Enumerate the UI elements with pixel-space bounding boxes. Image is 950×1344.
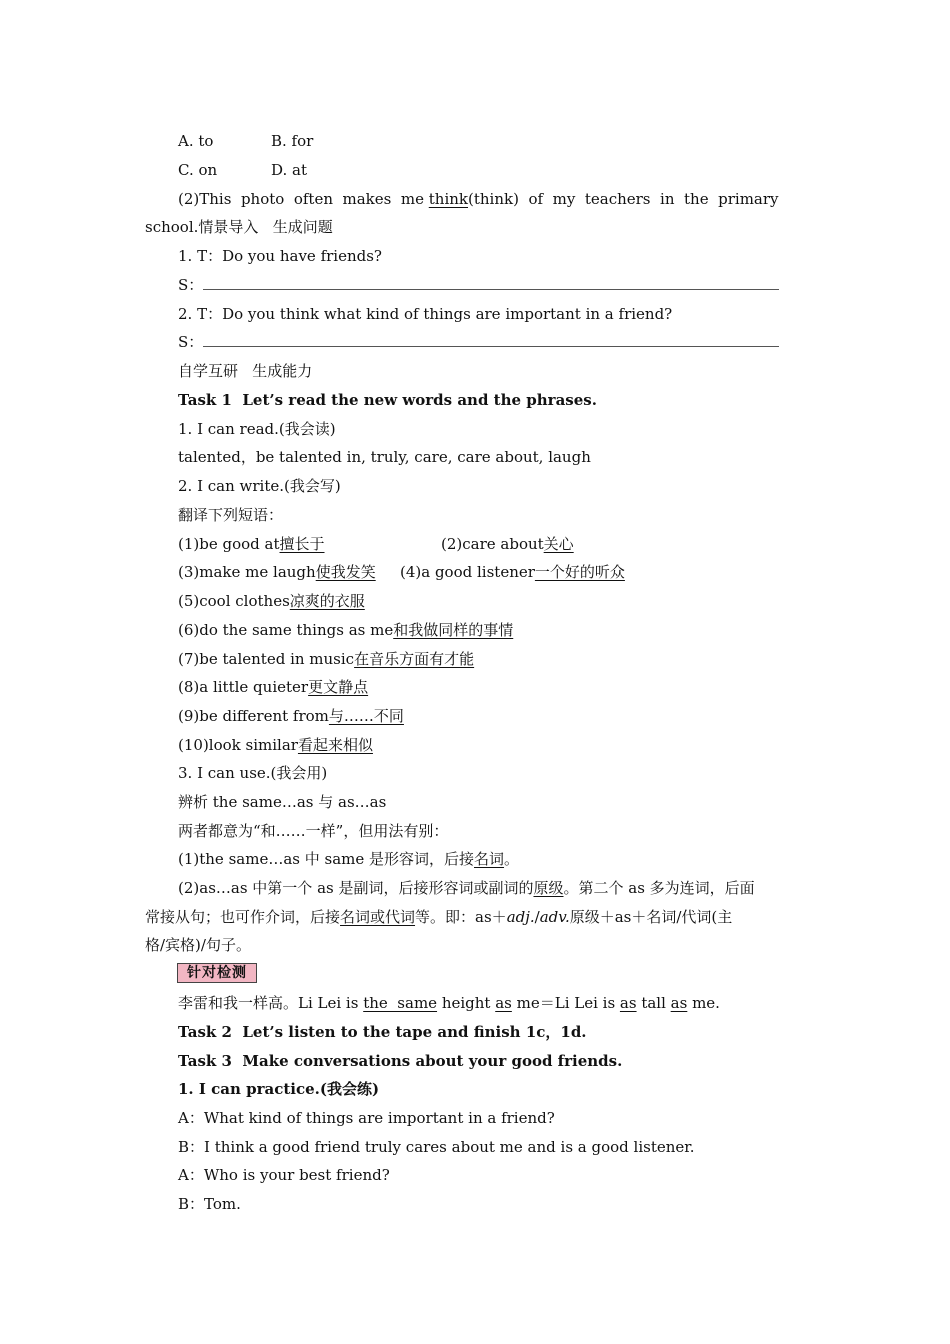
task-2-title: Task 2 Let’s listen to the tape and finish 1c，1d. [178,1023,587,1041]
answer-blank-1 [203,275,779,290]
phrase-3: (3)make me laugh [178,563,316,581]
check-sentence [178,993,720,1013]
phrase-2: (2)care about [441,535,544,553]
note-1-text: (1)the same…as 中 same 是形容词，后接 [178,850,475,868]
phrase-3-answer: 使我发笑 [315,563,376,581]
dialog-line-3: A：Who is your best friend? [178,1166,390,1184]
note-2-text-post: 。第二个 as 多为连词，后面 [563,879,755,897]
note-2-line-3: 格/宾格)/句子。 [145,936,251,954]
note-2-l2-post: 等。即：as＋ [415,908,507,926]
intro-question-2: 2. T：Do you think what kind of things are important in a friend? [178,305,673,323]
note-1-end: 。 [504,850,520,868]
check-answer-2: as [495,994,512,1012]
phrase-2-answer: 关心 [543,535,574,553]
student-label: S： [178,333,204,351]
question-2-line-1 [178,189,779,209]
note-2-l2-tail: 原级＋as＋名词/代词(主 [569,908,733,926]
analysis-title: 辨析 the same…as 与 as…as [178,793,387,811]
check-answer-1: the same [363,994,438,1012]
phrase-row-7 [178,649,474,669]
note-1 [178,849,519,869]
phrase-6: (6)do the same things as me [178,621,394,639]
option-b: B. for [271,132,314,150]
note-2-answer: 原级 [533,879,564,897]
phrase-row-4 [400,562,625,582]
dialog-line-1: A：What kind of things are important in a friend? [178,1109,555,1127]
phrase-9-answer: 与……不同 [328,707,404,725]
option-a: A. to [178,132,214,150]
phrase-7-answer: 在音乐方面有才能 [354,650,475,668]
phrase-6-answer: 和我做同样的事情 [393,621,514,639]
check-text-2: height [437,994,496,1012]
phrase-row-10 [178,735,373,755]
phrase-row-8 [178,677,368,697]
phrase-10-answer: 看起来相似 [297,736,373,754]
check-answer-3: as [619,994,637,1012]
analysis-intro: 两者都意为“和……一样”，但用法有别： [178,822,449,840]
option-c: C. on [178,161,218,179]
options-row-2 [178,160,307,180]
answer-blank-2 [203,332,779,347]
q2-text-post: (think) of my teachers in the primary [468,190,779,208]
adj-abbr: adj. [506,908,535,926]
check-text-end: me. [687,994,720,1012]
phrase-9: (9)be different from [178,707,329,725]
phrase-1: (1)be good at [178,535,280,553]
read-words: talented，be talented in, truly, care, care about, laugh [178,448,591,466]
phrase-5: (5)cool clothes [178,592,290,610]
option-d: D. at [271,161,307,179]
q2-text: (2)This photo often makes me [178,190,429,208]
note-1-answer: 名词 [474,850,505,868]
phrase-row-5 [178,591,365,611]
intro-answer-2 [178,332,779,352]
phrase-row-1 [178,534,325,554]
phrase-5-answer: 凉爽的衣服 [289,592,365,610]
dialog-line-4: B：Tom. [178,1195,241,1213]
note-2-l2-text: 常接从句；也可作介词，后接 [145,908,341,926]
read-label: 1. I can read.(我会读) [178,420,336,438]
check-badge: 针对检测 [177,963,257,983]
task-3-title: Task 3 Make conversations about your good friends. [178,1052,623,1070]
use-label: 3. I can use.(我会用) [178,764,328,782]
phrase-1-answer: 擅长于 [279,535,325,553]
student-label: S： [178,276,204,294]
phrase-row-6 [178,620,513,640]
q2-answer: think [428,190,469,208]
phrase-7: (7)be talented in music [178,650,355,668]
options-row-1 [178,131,313,151]
phrase-8: (8)a little quieter [178,678,309,696]
write-label: 2. I can write.(我会写) [178,477,341,495]
check-text: 李雷和我一样高。Li Lei is [178,994,364,1012]
practice-label: 1. I can practice.(我会练) [178,1080,380,1098]
phrase-row-2 [441,534,574,554]
adv-abbr: adv. [539,908,570,926]
note-2-text: (2)as…as 中第一个 as 是副词，后接形容词或副词的 [178,879,534,897]
translate-label: 翻译下列短语： [178,506,284,524]
check-answer-4: as [670,994,688,1012]
phrase-row-3 [178,562,376,582]
note-2-line-1 [178,878,755,898]
question-2-line-2: school.情景导入 生成问题 [145,218,333,236]
dialog-line-2: B：I think a good friend truly cares about me and is a good listener. [178,1138,695,1156]
phrase-4-answer: 一个好的听众 [534,563,625,581]
phrase-row-9 [178,706,404,726]
note-2-line-2 [145,907,732,927]
slash: / [534,908,540,926]
phrase-8-answer: 更文静点 [308,678,369,696]
check-text-4: tall [636,994,671,1012]
phrase-4: (4)a good listener [400,563,535,581]
check-text-3: me＝Li Lei is [511,994,620,1012]
task-1-title: Task 1 Let’s read the new words and the phrases. [178,391,597,409]
phrase-10: (10)look similar [178,736,298,754]
intro-answer-1 [178,275,779,295]
section-title: 自学互研 生成能力 [178,362,313,380]
intro-question-1: 1. T：Do you have friends? [178,247,382,265]
note-2-l2-answer: 名词或代词 [340,908,416,926]
